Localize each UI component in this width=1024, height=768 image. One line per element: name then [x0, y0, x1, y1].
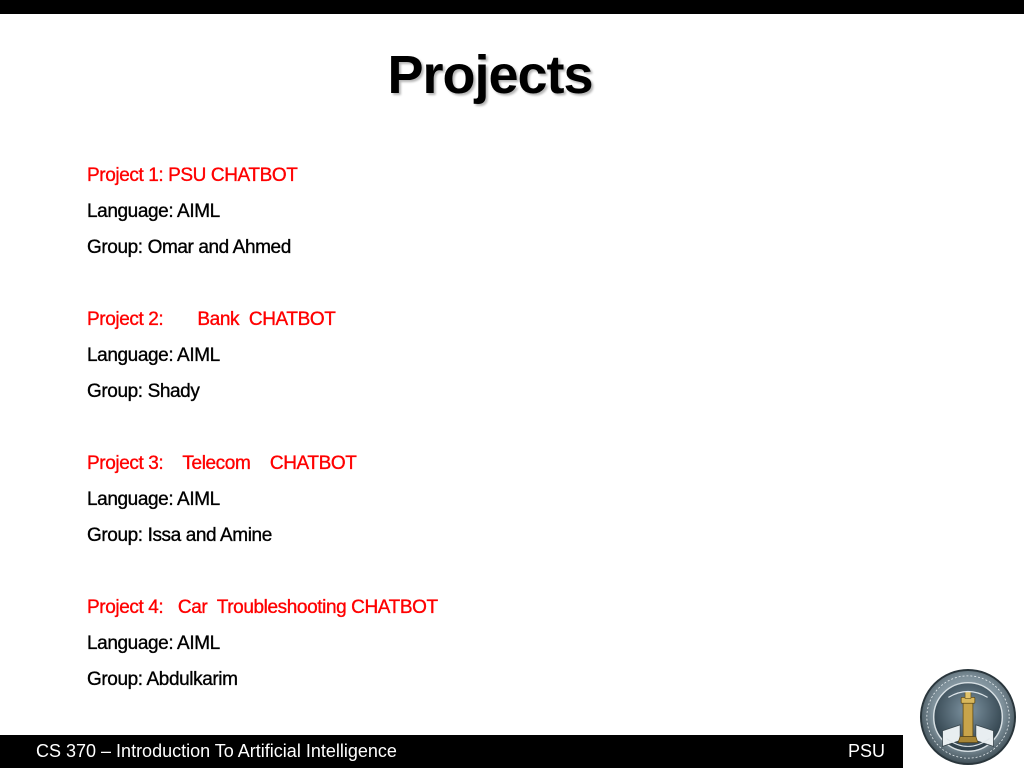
- project-list: [87, 158, 787, 734]
- project-item: [87, 590, 787, 698]
- slide-title: Projects: [387, 45, 593, 105]
- project-heading: Project 3: Telecom CHATBOT: [87, 453, 357, 474]
- project-heading: Project 4: Car Troubleshooting CHATBOT: [87, 597, 438, 618]
- project-group: Group: Shady: [87, 381, 200, 402]
- project-heading: Project 2: Bank CHATBOT: [87, 309, 336, 330]
- project-item: [87, 446, 787, 554]
- project-language: Language: AIML: [87, 201, 220, 222]
- project-item: [87, 302, 787, 410]
- project-language: Language: AIML: [87, 633, 220, 654]
- project-language: Language: AIML: [87, 345, 220, 366]
- project-language: Language: AIML: [87, 489, 220, 510]
- top-bar: [0, 0, 1024, 14]
- project-group: Group: Abdulkarim: [87, 669, 238, 690]
- project-heading: Project 1: PSU CHATBOT: [87, 165, 298, 186]
- project-item: [87, 158, 787, 266]
- university-seal-icon: [919, 668, 1017, 766]
- project-group: Group: Issa and Amine: [87, 525, 272, 546]
- footer-course-title: CS 370 – Introduction To Artificial Intelligence: [36, 741, 397, 761]
- footer-bar: [0, 735, 903, 768]
- footer-org: PSU: [847, 741, 885, 761]
- project-group: Group: Omar and Ahmed: [87, 237, 291, 258]
